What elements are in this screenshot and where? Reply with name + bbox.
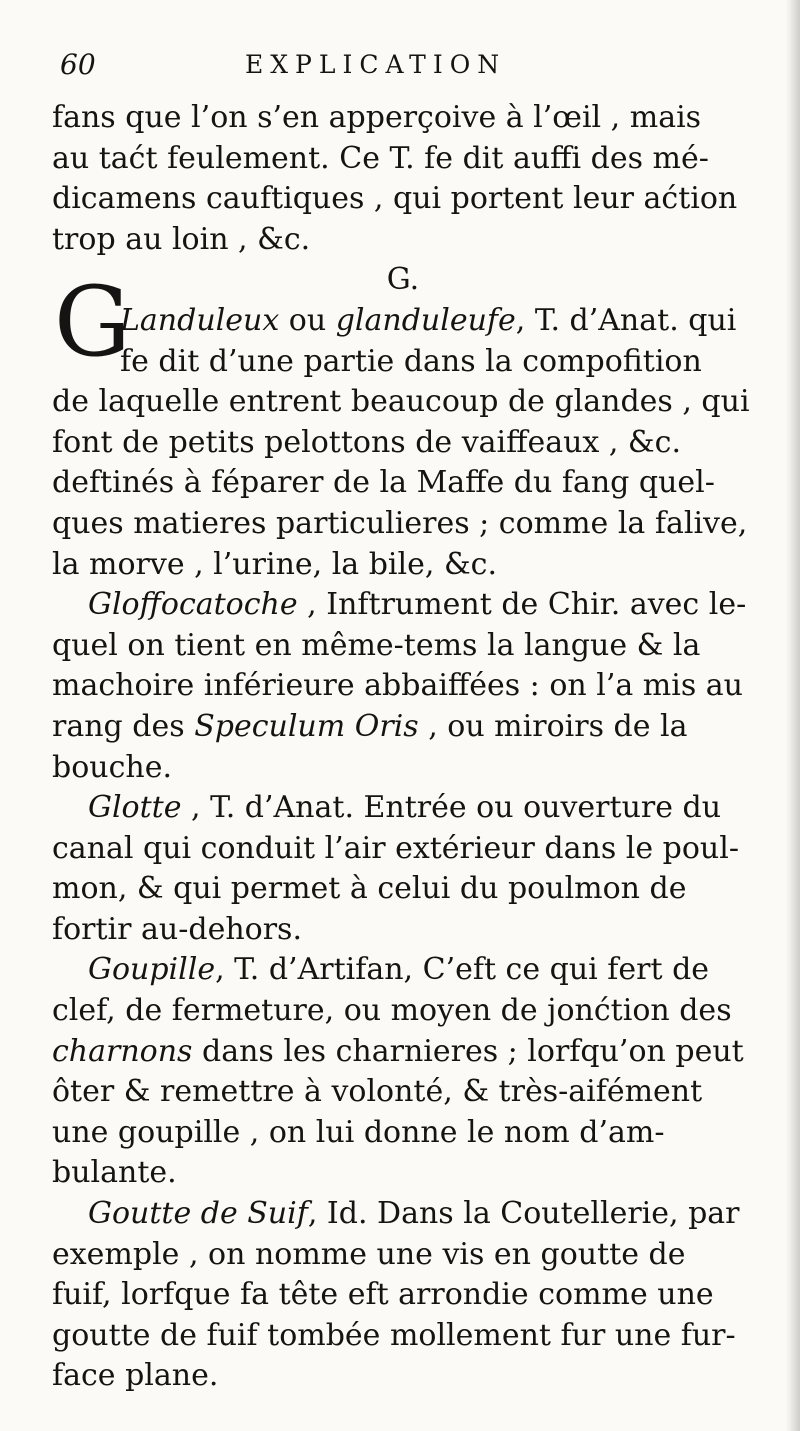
text-fragment: , T. d’Anat. qui — [515, 302, 737, 338]
section-letter: G. — [386, 262, 420, 298]
text-fragment: , ou miroirs de la — [418, 708, 688, 744]
text-line: fuif, lorfque fa tête eft arrondie comme une — [52, 1277, 714, 1313]
text-line: fe dit d’une partie dans la compofition — [120, 343, 702, 379]
text-line: mon, & qui permet à celui du poulmon de — [52, 871, 687, 907]
text-line: face plane. — [52, 1358, 219, 1394]
text-line: font de petits pelottons de vaiffeaux , &c. — [52, 424, 681, 460]
text-line: bulante. — [52, 1155, 177, 1191]
text-line: ôter & remettre à volonté, & très-aifément — [52, 1074, 703, 1110]
text-line — [52, 707, 754, 748]
entry-term: Goupille — [88, 952, 216, 988]
text-line: exemple , on nomme une vis en goutte de — [52, 1236, 686, 1272]
text-fragment: , T. d’Anat. Entrée ou ouverture du — [181, 790, 722, 826]
entry-glotte — [52, 788, 754, 829]
entry-term: Speculum Oris — [194, 708, 419, 744]
text-line: fortir au-dehors. — [52, 911, 302, 947]
text-line: quel on tient en même-tems la langue & la — [52, 627, 701, 663]
text-fragment: dans les charnieres ; lorfqu’on peut — [192, 1033, 744, 1069]
entry-term: Landuleux — [120, 302, 280, 338]
text-line: deftinés à féparer de la Maffe du fang quel- — [52, 465, 715, 501]
text-line: machoire inférieure abbaiffées : on l’a mis au — [52, 668, 743, 704]
text-line: ques matieres particulieres ; comme la falive, — [52, 505, 748, 541]
text-line: au taćt feulement. Ce T. fe dit auffi des mé- — [52, 140, 709, 176]
page-header — [60, 44, 750, 84]
text-fragment: rang des — [52, 708, 195, 744]
text-line: fans que l’on s’en apperçoive à l’œil , mais — [52, 100, 702, 135]
text-line: dicamens cauftiques , qui portent leur aćtion — [52, 181, 738, 217]
entry-glossocatoche — [52, 585, 754, 626]
text-line — [52, 1032, 754, 1073]
text-line: bouche. — [52, 749, 172, 785]
text-line: la morve , l’urine, la bile, &c. — [52, 546, 497, 582]
text-line: une goupille , on lui donne le nom d’am- — [52, 1114, 665, 1150]
text-line: canal qui conduit l’air extérieur dans le poul- — [52, 830, 739, 866]
text-fragment: ou — [279, 302, 336, 338]
entry-term: Gloffocatoche — [88, 587, 298, 623]
text-fragment: , T. d’Artifan, C’eft ce qui fert de — [215, 952, 710, 988]
entry-glanduleux — [52, 301, 754, 342]
text-line: goutte de fuif tombée mollement fur une fur- — [52, 1317, 736, 1353]
entry-goutte-de-suif — [52, 1194, 754, 1235]
text-fragment: , Inftrument de Chir. avec le- — [297, 587, 747, 623]
body-text — [52, 98, 754, 1397]
entry-term: Glotte — [88, 790, 182, 826]
drop-cap: G — [54, 266, 131, 378]
text-fragment: , Id. Dans la Coutellerie, par — [307, 1196, 740, 1232]
entry-term: Goutte de Suif — [88, 1196, 308, 1232]
text-line: trop au loin , &c. — [52, 221, 311, 257]
page-edge-shadow — [786, 0, 800, 1431]
text-line: clef, de fermeture, ou moyen de jonćtion des — [52, 993, 732, 1029]
text-line: de laquelle entrent beaucoup de glandes , qui — [52, 384, 750, 420]
entry-term: charnons — [52, 1033, 193, 1069]
entry-term-variant: glanduleufe — [335, 302, 516, 338]
page-number: 60 — [60, 48, 96, 81]
running-head: EXPLICATION — [245, 50, 507, 79]
entry-goupille — [52, 950, 754, 991]
